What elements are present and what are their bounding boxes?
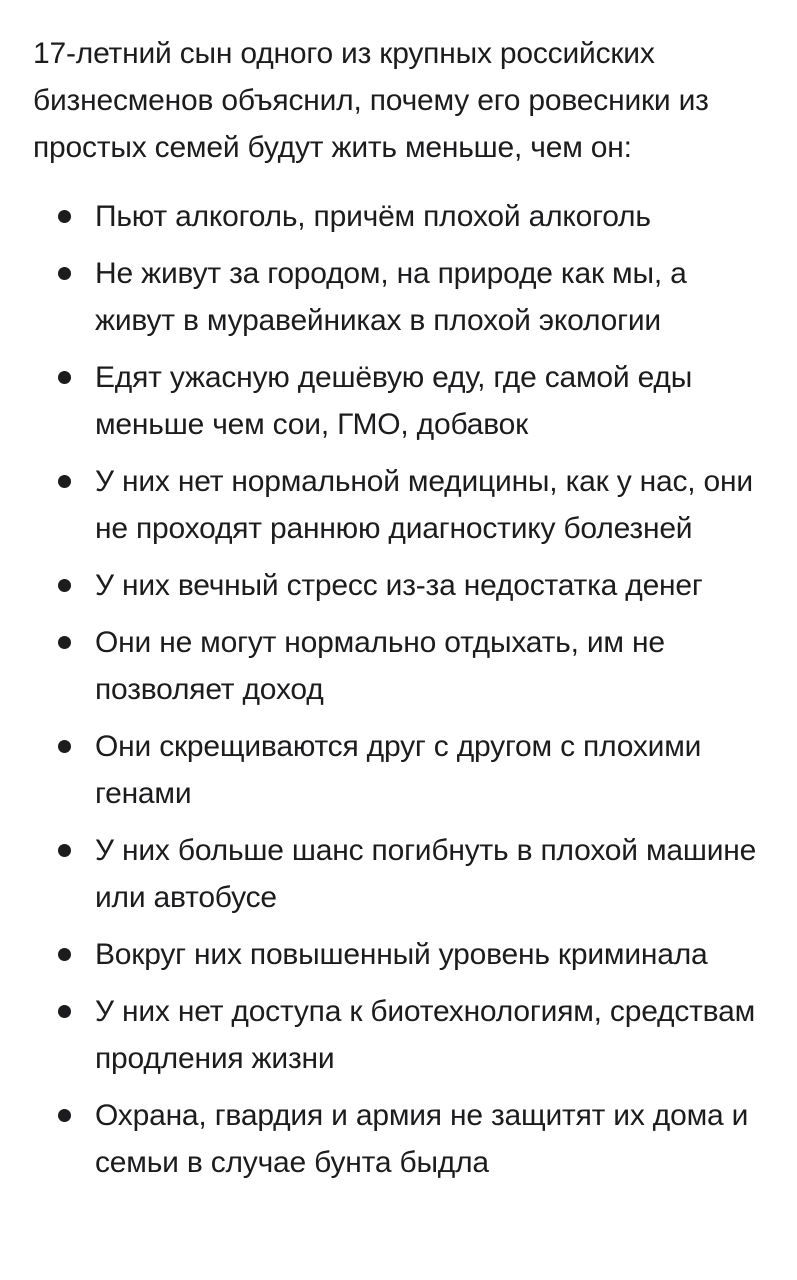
list-item-text: Вокруг них повышенный уровень криминала (95, 938, 708, 971)
list-item-text: У них больше шанс погибнуть в плохой машине или автобусе (95, 834, 757, 914)
bullet-list (33, 193, 757, 1186)
list-item (33, 562, 757, 609)
bullet-dot-icon (58, 475, 71, 488)
bullet-dot-icon (58, 1005, 71, 1018)
list-item (33, 354, 757, 448)
bullet-dot-icon (58, 844, 71, 857)
list-item-text: Пьют алкоголь, причём плохой алкоголь (95, 200, 651, 233)
bullet-dot-icon (58, 740, 71, 753)
bullet-dot-icon (58, 371, 71, 384)
bullet-dot-icon (58, 948, 71, 961)
list-item (33, 619, 757, 713)
list-item (33, 827, 757, 921)
list-item-text: У них вечный стресс из-за недостатка денег (95, 569, 703, 602)
list-item (33, 723, 757, 817)
intro-paragraph: 17-летний сын одного из крупных российских бизнесменов объяснил, почему его ровесники из простых семей будут жить меньше, чем он: (33, 37, 709, 164)
list-item-text: У них нет доступа к биотехнологиям, средствам продления жизни (95, 995, 755, 1075)
list-item (33, 250, 757, 344)
bullet-dot-icon (58, 267, 71, 280)
bullet-dot-icon (58, 636, 71, 649)
list-item (33, 1092, 757, 1186)
list-item-text: Не живут за городом, на природе как мы, а живут в муравейниках в плохой экологии (95, 257, 687, 337)
list-item-text: Они не могут нормально отдыхать, им не позволяет доход (95, 626, 665, 706)
bullet-dot-icon (58, 210, 71, 223)
list-item (33, 193, 757, 240)
bullet-dot-icon (58, 1109, 71, 1122)
list-item (33, 458, 757, 552)
list-item-text: Охрана, гвардия и армия не защитят их дома и семьи в случае бунта быдла (95, 1099, 749, 1179)
list-item-text: Едят ужасную дешёвую еду, где самой еды меньше чем сои, ГМО, добавок (95, 361, 693, 441)
list-item (33, 931, 757, 978)
bullet-dot-icon (58, 579, 71, 592)
list-item-text: У них нет нормальной медицины, как у нас, они не проходят раннюю диагностику болезней (95, 465, 753, 545)
list-item (33, 988, 757, 1082)
list-item-text: Они скрещиваются друг с другом с плохими генами (95, 730, 702, 810)
